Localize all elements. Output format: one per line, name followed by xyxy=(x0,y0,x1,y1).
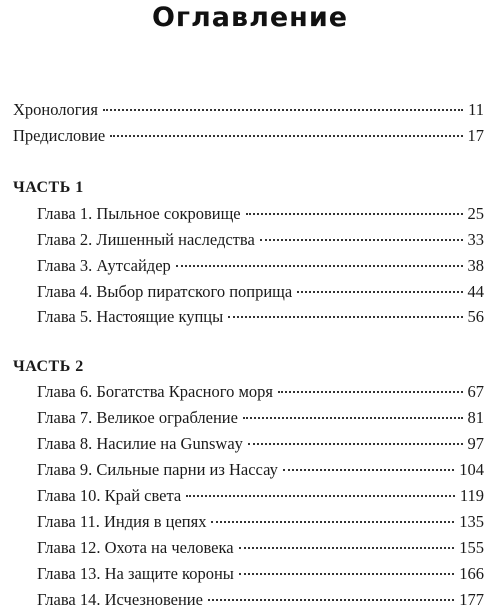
dot-leader xyxy=(243,417,463,419)
toc-entry-chapter-12[interactable] xyxy=(37,538,484,558)
entry-label: Глава 8. Насилие на Gunsway xyxy=(37,434,243,453)
entry-label: Глава 1. Пыльное сокровище xyxy=(37,204,241,223)
entry-label: Глава 6. Богатства Красного моря xyxy=(37,382,273,401)
toc-entry-chapter-4[interactable] xyxy=(37,282,484,302)
toc-entry-chapter-3[interactable] xyxy=(37,256,484,276)
entry-label: Глава 4. Выбор пиратского поприща xyxy=(37,282,293,301)
dot-leader xyxy=(211,521,454,523)
dot-leader xyxy=(110,135,462,137)
entry-label: Глава 13. На защите короны xyxy=(37,564,234,583)
dot-leader xyxy=(103,109,463,111)
entry-label: Глава 11. Индия в цепях xyxy=(37,512,207,531)
entry-page: 104 xyxy=(459,460,484,479)
dot-leader xyxy=(239,573,454,575)
entry-page: 97 xyxy=(467,434,484,453)
entry-page: 44 xyxy=(467,282,484,301)
dot-leader xyxy=(297,291,462,293)
entry-page: 33 xyxy=(467,230,484,249)
toc-entry-chapter-11[interactable] xyxy=(37,512,484,532)
entry-page: 155 xyxy=(459,538,484,557)
toc-entry-chapter-7[interactable] xyxy=(37,408,484,428)
entry-page: 17 xyxy=(467,126,484,145)
toc-entry-preface[interactable] xyxy=(13,126,484,146)
entry-label: Глава 5. Настоящие купцы xyxy=(37,307,224,326)
toc-entry-chapter-10[interactable] xyxy=(37,486,484,506)
entry-label: Глава 14. Исчезновение xyxy=(37,590,203,609)
entry-label: Глава 2. Лишенный наследства xyxy=(37,230,255,249)
entry-page: 81 xyxy=(467,408,484,427)
toc-entry-chapter-13[interactable] xyxy=(37,564,484,584)
toc-entry-chapter-14[interactable] xyxy=(37,590,484,610)
dot-leader xyxy=(228,316,462,318)
dot-leader xyxy=(283,469,454,471)
toc-entry-chapter-1[interactable] xyxy=(37,204,484,224)
entry-page: 56 xyxy=(467,307,484,326)
part-heading-1: ЧАСТЬ 1 xyxy=(13,179,84,196)
entry-page: 166 xyxy=(459,564,484,583)
dot-leader xyxy=(278,391,463,393)
entry-label: Глава 3. Аутсайдер xyxy=(37,256,171,275)
toc-entry-chapter-2[interactable] xyxy=(37,230,484,250)
entry-label: Глава 7. Великое ограбление xyxy=(37,408,238,427)
entry-page: 25 xyxy=(467,204,484,223)
dot-leader xyxy=(186,495,455,497)
toc-entry-chapter-8[interactable] xyxy=(37,434,484,454)
toc-entry-chapter-5[interactable] xyxy=(37,307,484,327)
dot-leader xyxy=(260,239,463,241)
page-title: Оглавление xyxy=(151,2,349,33)
dot-leader xyxy=(239,547,455,549)
dot-leader xyxy=(248,443,463,445)
part-heading-2: ЧАСТЬ 2 xyxy=(13,358,84,375)
entry-page: 135 xyxy=(459,512,484,531)
entry-label: Глава 12. Охота на человека xyxy=(37,538,234,557)
dot-leader xyxy=(176,265,463,267)
toc-entry-chronology[interactable] xyxy=(13,100,484,120)
entry-page: 11 xyxy=(468,100,484,119)
entry-page: 38 xyxy=(467,256,484,275)
entry-label: Глава 10. Край света xyxy=(37,486,182,505)
dot-leader xyxy=(208,599,454,601)
entry-page: 67 xyxy=(467,382,484,401)
entry-page: 119 xyxy=(459,486,484,505)
dot-leader xyxy=(246,213,463,215)
entry-page: 177 xyxy=(459,590,484,609)
toc-entry-chapter-9[interactable] xyxy=(37,460,484,480)
entry-label: Глава 9. Сильные парни из Нассау xyxy=(37,460,278,479)
entry-label: Хронология xyxy=(13,100,98,119)
entry-label: Предисловие xyxy=(13,126,106,145)
toc-entry-chapter-6[interactable] xyxy=(37,382,484,402)
